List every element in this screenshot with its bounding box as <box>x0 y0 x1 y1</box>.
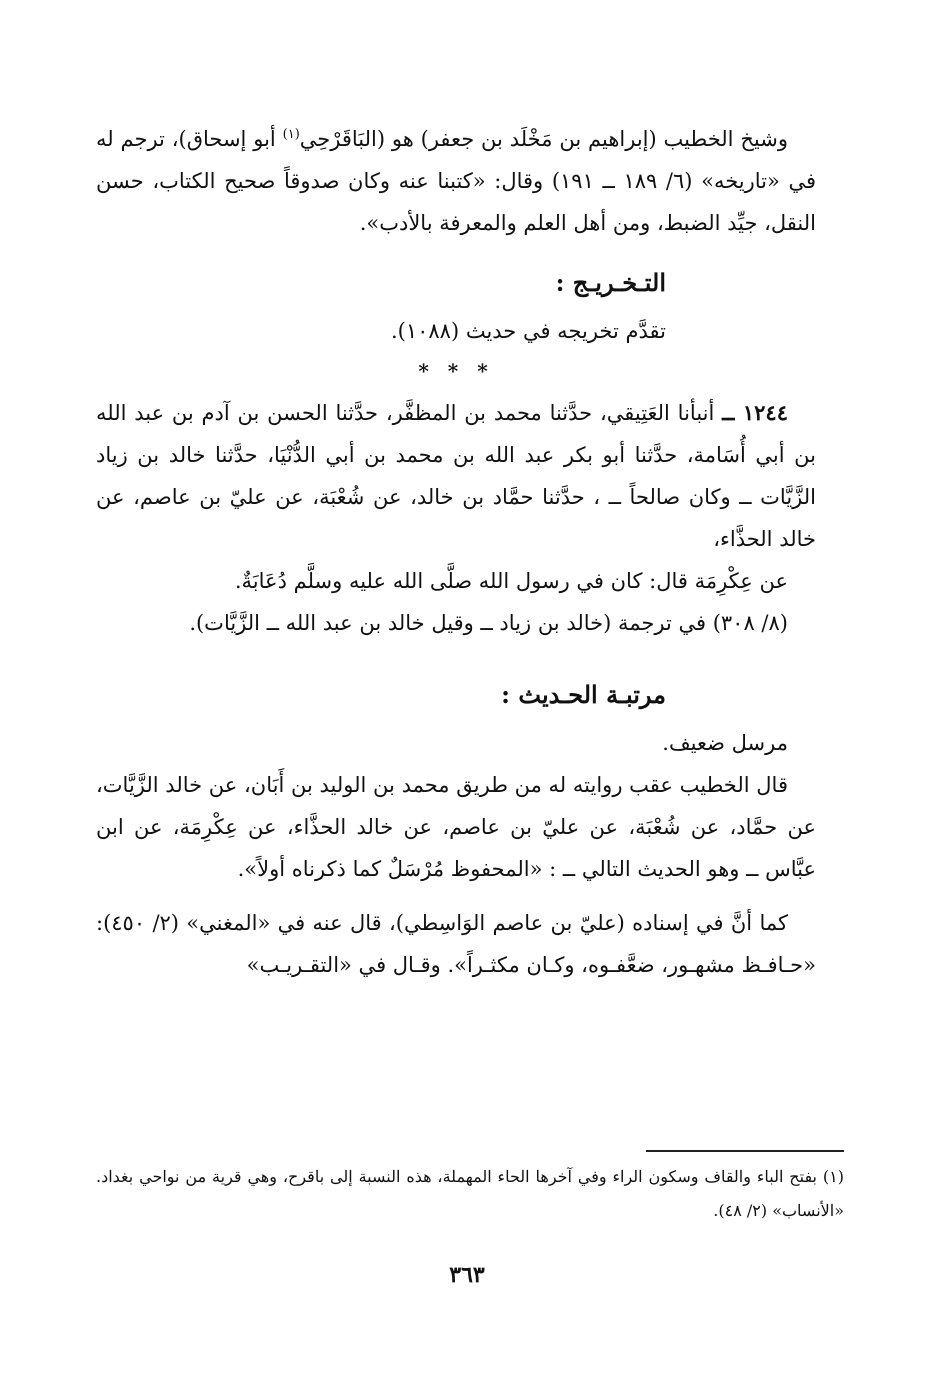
footnote-text: بفتح الباء والقاف وسكون الراء وفي آخرها الحاء المهملة، هذه النسبة إلى باقرح، وهي قرية من نواحي بغداد. «الأنساب» (٢/ ٤٨). <box>96 1167 844 1220</box>
rutba-paragraph-2: كما أنَّ في إسناده (عليّ بن عاصم الوَاسِطي)، قال عنه في «المغني» (٢/ ٤٥٠): «حـافـظ مشهـور، ضعَّفـوه، وكـان مكثـراً». وقـال في «التقـريـب» <box>96 911 816 977</box>
intro-paragraph <box>96 118 816 244</box>
page-number: ٣٦٣ <box>449 1262 485 1288</box>
spacer <box>96 890 816 902</box>
intro-text-start: وشيخ الخطيب (إبراهيم بن مَخْلَد بن جعفر) هو (البَاقَرْحِي <box>299 127 788 151</box>
intro-text-end: أبو إسحاق)، ترجم له في «تاريخه» (٦/ ١٨٩ ــ ١٩١) وقال: «كتبنا عنه وكان صدوقاً صحيح الكتاب، حسن النقل، جيِّد الضبط، ومن أهل العلم والمعرفة بالأدب». <box>96 127 817 235</box>
rutba-verdict: مرسل ضعيف. <box>662 731 788 755</box>
takhrij-heading: التـخـريـج : <box>555 268 666 297</box>
takhrij-text: تقدَّم تخريجه في حديث (١٠٨٨). <box>390 319 666 343</box>
hadith-isnad: أنبأنا العَتِيقي، حدَّثنا محمد بن المظفَّر، حدَّثنا الحسن بن آدم بن عبد الله بن أبي أُسَامة، حدَّثنا أبو بكر عبد الله بن محمد بن أبي الدُّنْيَا، حدَّثنا خالد بن زياد الزَّيَّات ــ وكان صالحاً ــ ، حدَّثنا حمَّاد بن خالد، عن شُعْبَة، عن عليّ بن عاصم، عن خالد الحذَّاء، <box>96 401 816 551</box>
rutba-paragraph-1: قال الخطيب عقب روايته له من طريق محمد بن الوليد بن أَبَان، عن خالد الزَّيَّات، عن حمَّاد، عن شُعْبَة، عن عليّ بن عاصم، عن خالد الحذَّاء، عن عِكْرِمَة، عن ابن عبَّاس ــ وهو الحديث التالي ــ : «المحفوظ مُرْسَلٌ كما ذكرناه أولاً». <box>96 773 816 881</box>
section-separator: * * * <box>418 359 494 383</box>
hadith-reference: (٨/ ٣٠٨) في ترجمة (خالد بن زياد ــ وقيل خالد بن عبد الله ــ الزَّيَّات). <box>189 611 788 635</box>
footnote-reference: (١) <box>282 127 300 142</box>
spacer <box>96 644 816 656</box>
main-text <box>96 118 816 986</box>
hadith-matn: عن عِكْرِمَة قال: كان في رسول الله صلَّى الله عليه وسلَّم دُعَابَةٌ. <box>234 569 788 593</box>
hadith-isnad-paragraph <box>96 392 816 560</box>
rutba-heading: مرتبـة الحـديث : <box>501 680 666 709</box>
footnote-mark: (١) <box>822 1167 844 1186</box>
footnote <box>96 1160 844 1228</box>
hadith-number: ١٢٤٤ ــ <box>722 400 788 425</box>
footnote-divider <box>646 1150 844 1152</box>
